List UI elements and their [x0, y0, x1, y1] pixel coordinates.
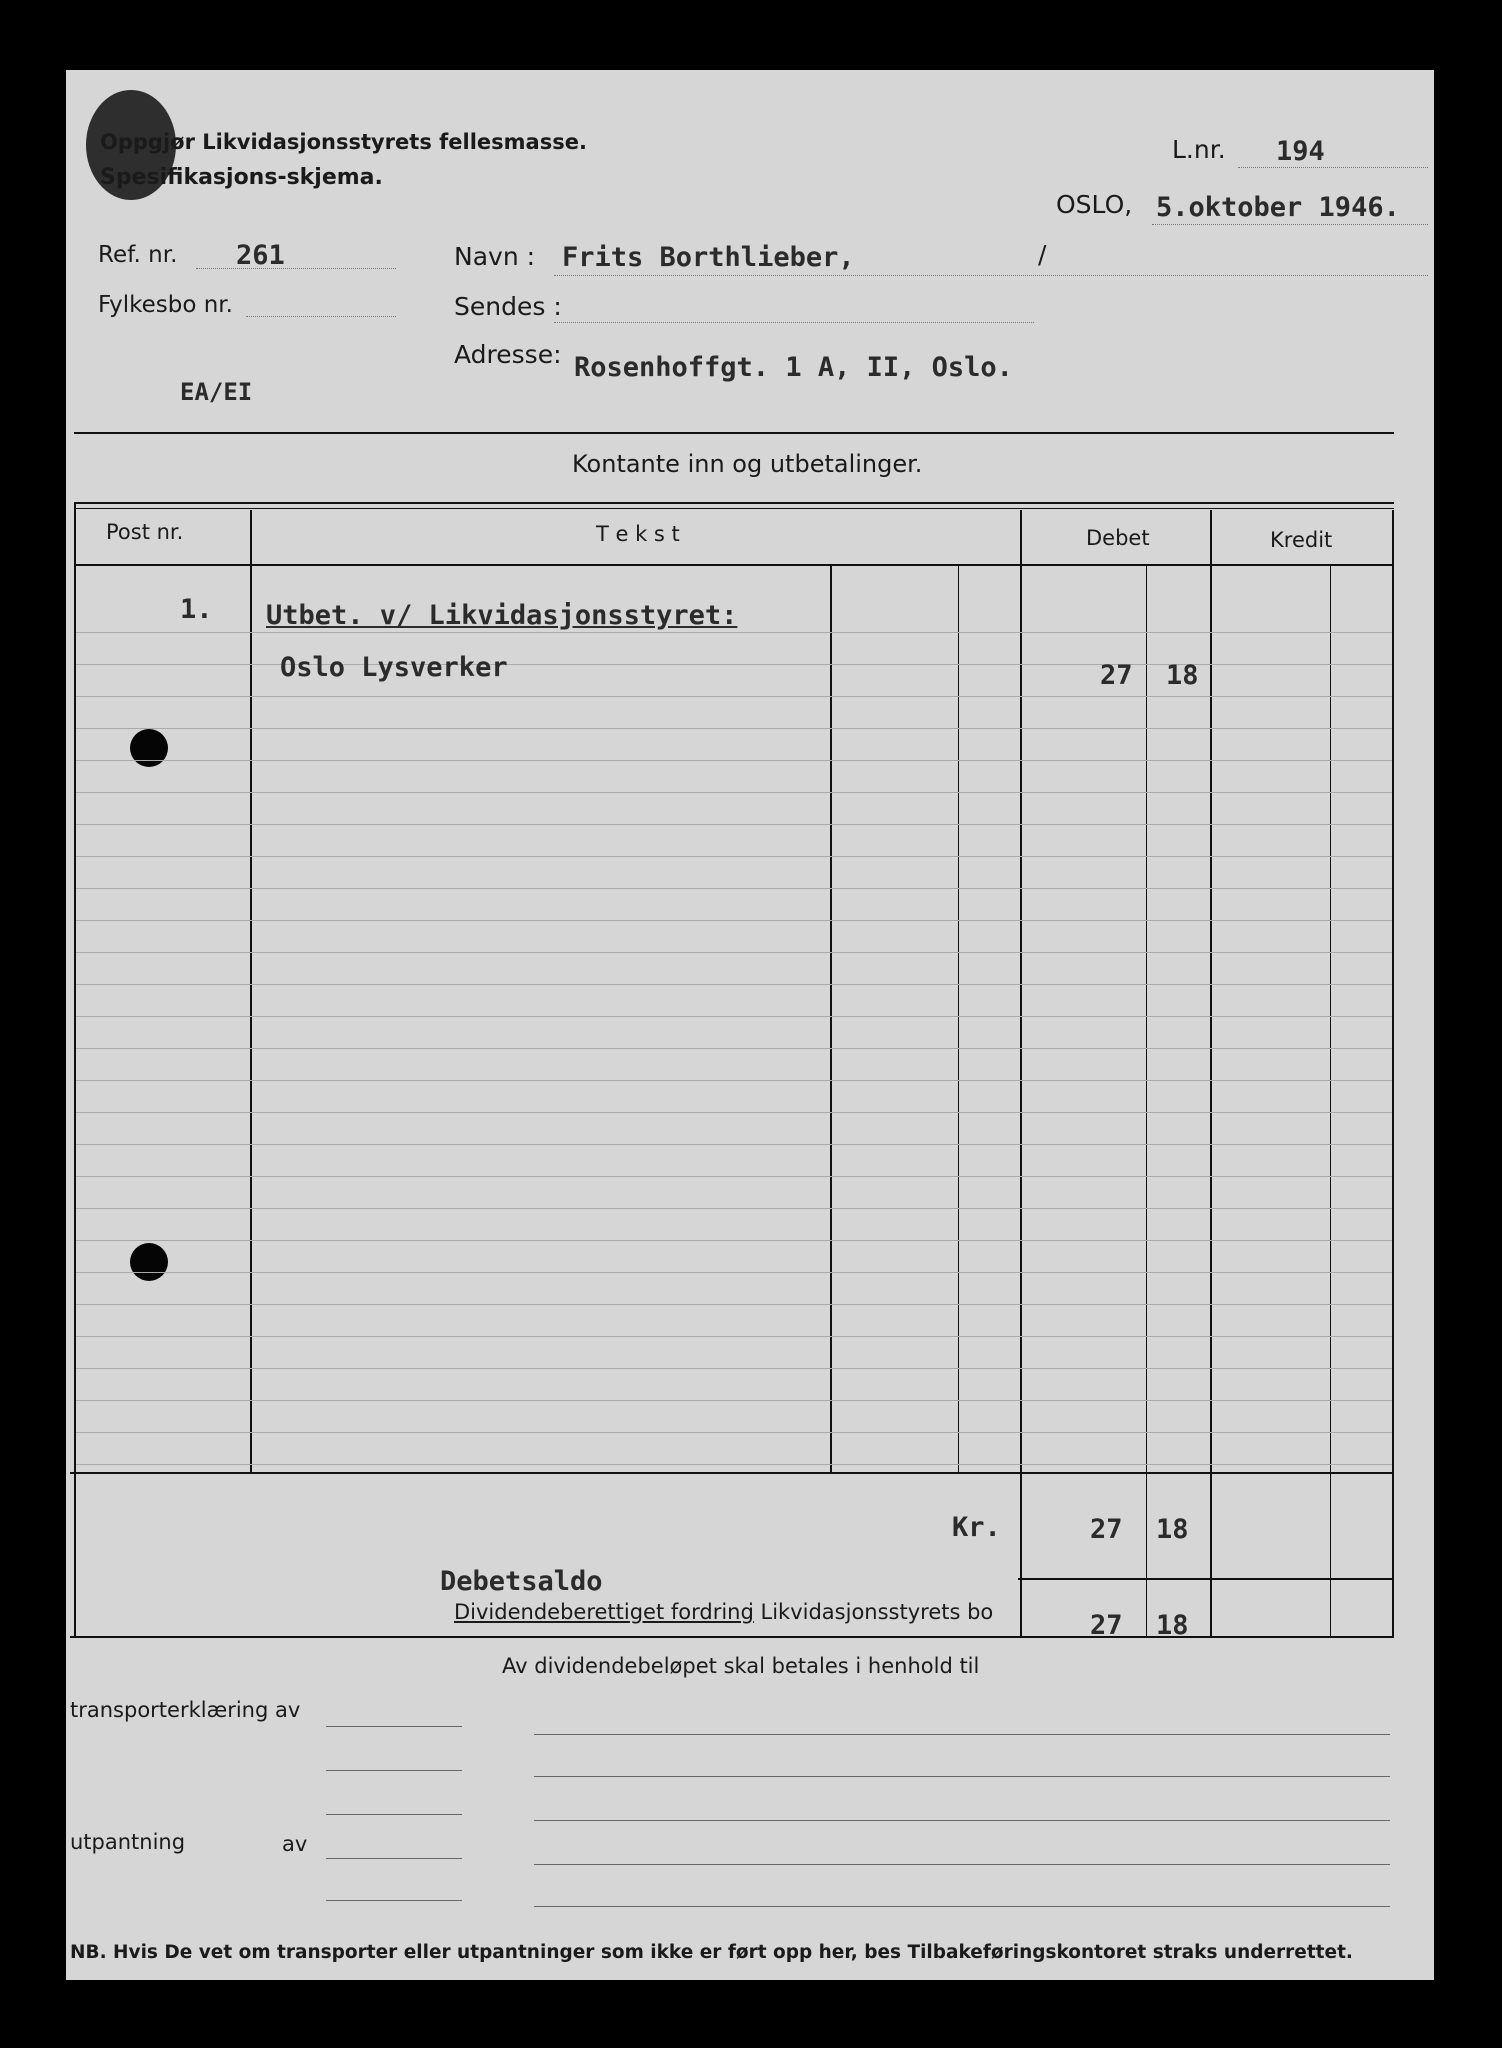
date-dotline — [1152, 224, 1428, 225]
place-label: OSLO, — [1056, 190, 1133, 219]
adresse-label: Adresse: — [454, 340, 562, 369]
adresse-value: Rosenhoffgt. 1 A, II, Oslo. — [574, 352, 1013, 383]
date-value: 5.oktober 1946. — [1156, 192, 1400, 223]
table-top-rule-2 — [74, 508, 1394, 509]
ledger-title: Kontante inn og utbetalinger. — [572, 450, 923, 478]
ruled-line — [76, 632, 1392, 633]
ruled-line — [76, 1368, 1392, 1369]
org-line: Oppgjør Likvidasjonsstyrets fellesmasse. — [100, 130, 587, 154]
ruled-line — [76, 984, 1392, 985]
ruled-line — [76, 760, 1392, 761]
header-separator — [74, 432, 1394, 434]
transport-blank-3b — [534, 1820, 1390, 1821]
post-col-divider — [250, 510, 252, 1472]
utpantning-label: utpantning — [70, 1830, 186, 1854]
saldo-kr: 27 — [1090, 1610, 1123, 1641]
col-debet-header: Debet — [1086, 526, 1150, 550]
utpantning-blank-2a — [326, 1900, 462, 1901]
punch-hole-top — [130, 729, 168, 767]
row1-post: 1. — [180, 594, 213, 625]
dividend-text: Av dividendebeløpet skal betales i henhold til — [502, 1654, 980, 1678]
total-ore: 18 — [1156, 1514, 1189, 1545]
row1-text: Utbet. v/ Likvidasjonsstyret: — [266, 600, 738, 631]
table-saldo-rule — [1018, 1578, 1394, 1580]
row2-debet-kr: 27 — [1100, 660, 1133, 691]
av-label: av — [282, 1832, 308, 1856]
initials: EA/EI — [180, 378, 253, 406]
table-left-border — [74, 502, 76, 1636]
row2-text: Oslo Lysverker — [280, 652, 508, 683]
ruled-line — [76, 696, 1392, 697]
ruled-line — [76, 728, 1392, 729]
ruled-line — [76, 1304, 1392, 1305]
ruled-line — [76, 824, 1392, 825]
ruled-line — [76, 920, 1392, 921]
saldo-typed: Debetsaldo — [440, 1566, 603, 1597]
lnr-value: 194 — [1276, 136, 1325, 167]
kredit-ore-divider — [1330, 566, 1331, 1636]
transport-blank-1a — [326, 1726, 462, 1727]
table-top-rule — [74, 502, 1394, 504]
utpantning-blank-2b — [534, 1906, 1390, 1907]
saldo-rest: i Likvidasjonsstyrets bo — [748, 1600, 994, 1624]
table-total-rule — [70, 1472, 1394, 1474]
saldo-ore: 18 — [1156, 1610, 1189, 1641]
transport-blank-2a — [326, 1770, 462, 1771]
ruled-line — [76, 1336, 1392, 1337]
ruled-line — [76, 1112, 1392, 1113]
ruled-line — [76, 1016, 1392, 1017]
table-right-border — [1392, 510, 1394, 1636]
ruled-line — [76, 1080, 1392, 1081]
ruled-line — [76, 1144, 1392, 1145]
ref-label: Ref. nr. — [98, 242, 178, 268]
navn-value: Frits Borthlieber, — [562, 242, 855, 273]
utpantning-blank-1a — [326, 1858, 462, 1859]
ruled-line — [76, 1048, 1392, 1049]
document-page — [66, 70, 1434, 1980]
table-bottom-rule — [70, 1636, 1394, 1638]
col-kredit-header: Kredit — [1270, 528, 1333, 552]
schema-title: Spesifikasjons-skjema. — [100, 165, 383, 190]
navn-slash: / — [1038, 240, 1047, 269]
transport-blank-2b — [534, 1776, 1390, 1777]
punch-hole-bottom — [130, 1243, 168, 1281]
ruled-line — [76, 1240, 1392, 1241]
row2-debet-ore: 18 — [1166, 660, 1199, 691]
kr-label: Kr. — [952, 1512, 1001, 1543]
ruled-line — [76, 888, 1392, 889]
ref-value: 261 — [236, 240, 285, 271]
debet-col-left — [1020, 510, 1022, 1636]
transport-blank-3a — [326, 1814, 462, 1815]
lnr-dotline — [1238, 167, 1428, 168]
fylkesbo-dotline — [246, 316, 396, 317]
saldo-underlined: Dividendeberettiget fordring — [454, 1600, 754, 1624]
lnr-label: L.nr. — [1172, 135, 1226, 164]
ruled-line — [76, 856, 1392, 857]
transport-blank-1b — [534, 1734, 1390, 1735]
fylkesbo-label: Fylkesbo nr. — [98, 292, 233, 318]
ruled-line — [76, 952, 1392, 953]
ruled-line — [76, 792, 1392, 793]
utpantning-blank-1b — [534, 1864, 1390, 1865]
ruled-line — [76, 1464, 1392, 1465]
col-tekst-header: T e k s t — [596, 522, 680, 546]
ruled-line — [76, 1400, 1392, 1401]
sendes-label: Sendes : — [454, 292, 562, 321]
ruled-line — [76, 1432, 1392, 1433]
navn-dotline — [554, 275, 1428, 276]
ruled-line — [76, 1176, 1392, 1177]
ref-dotline — [196, 268, 396, 269]
ruled-line — [76, 1208, 1392, 1209]
kredit-col-left — [1210, 510, 1212, 1636]
sendes-dotline — [554, 322, 1034, 323]
debet-ore-divider — [1146, 566, 1147, 1636]
transport-label: transporterklæring av — [70, 1698, 301, 1722]
navn-label: Navn : — [454, 242, 536, 271]
table-header-rule — [74, 564, 1394, 566]
nb-text: NB. Hvis De vet om transporter eller utpantninger som ikke er ført opp her, bes Tilbakeføringskontoret straks underrettet. — [70, 1942, 1353, 1963]
ruled-line — [76, 1272, 1392, 1273]
total-kr: 27 — [1090, 1514, 1123, 1545]
col-post-header: Post nr. — [106, 520, 184, 544]
